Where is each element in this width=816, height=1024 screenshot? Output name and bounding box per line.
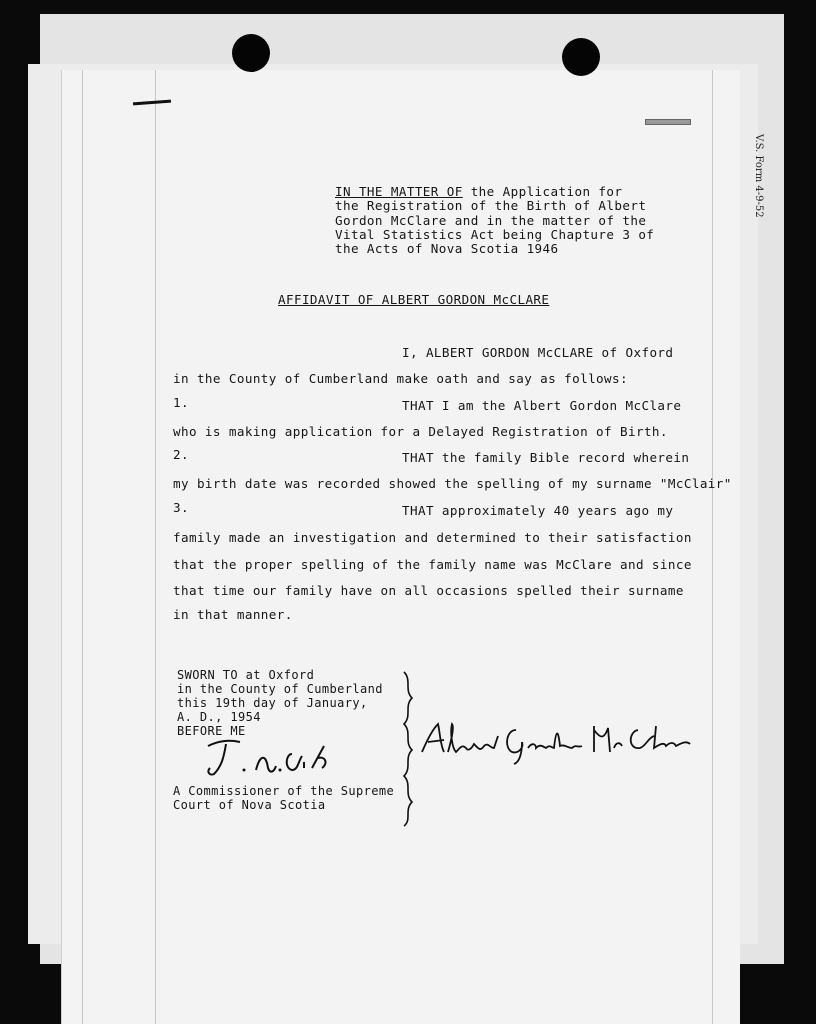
heading-line-2: the Registration of the Birth of Albert [335, 198, 647, 213]
paragraph-3-line-4: that time our family have on all occasions spelled their surname [173, 583, 684, 598]
heading-line-1-rest: the Application for [462, 184, 623, 199]
form-number: V.S. Form 4-9-52 [753, 134, 764, 218]
body-intro-1: I, ALBERT GORDON McCLARE of Oxford [402, 345, 674, 360]
heading-line-4: Vital Statistics Act being Chapture 3 of [335, 227, 655, 242]
body-intro-2: in the County of Cumberland make oath and say as follows: [173, 371, 628, 386]
stamp-mark [645, 119, 691, 125]
jurat-line-4: A. D., 1954 [177, 710, 261, 724]
jurat-line-2: in the County of Cumberland [177, 682, 383, 696]
paragraph-number: 3. [173, 500, 189, 515]
heading-prefix: IN THE MATTER OF [335, 184, 463, 199]
paragraph-3-line-2: family made an investigation and determined to their satisfaction [173, 530, 692, 545]
jurat-line-5: BEFORE ME [177, 724, 246, 738]
paragraph-number: 2. [173, 447, 189, 462]
deponent-signature [418, 718, 698, 768]
paragraph-3-line-1: THAT approximately 40 years ago my [402, 503, 674, 518]
heading-line-5: the Acts of Nova Scotia 1946 [335, 241, 559, 256]
faint-bleed-through [110, 960, 710, 1020]
paragraph-1-line-1: THAT I am the Albert Gordon McClare [402, 398, 682, 413]
margin-rule [82, 70, 83, 1024]
punch-hole [562, 38, 600, 76]
heading-line-3: Gordon McClare and in the matter of the [335, 213, 647, 228]
affidavit-title: AFFIDAVIT OF ALBERT GORDON McCLARE [278, 292, 550, 307]
paragraph-2-line-1: THAT the family Bible record wherein [402, 450, 690, 465]
margin-rule [155, 70, 156, 1024]
paragraph-1-line-2: who is making application for a Delayed Registration of Birth. [173, 424, 668, 439]
commissioner-title-2: Court of Nova Scotia [173, 798, 326, 812]
margin-rule [712, 70, 713, 1024]
paragraph-number: 1. [173, 395, 189, 410]
paragraph-3-line-5: in that manner. [173, 607, 293, 622]
jurat-line-3: this 19th day of January, [177, 696, 368, 710]
commissioner-title-1: A Commissioner of the Supreme [173, 784, 395, 798]
jurat-line-1: SWORN TO at Oxford [177, 668, 315, 682]
commissioner-signature [200, 732, 350, 782]
paragraph-2-line-2: my birth date was recorded showed the spelling of my surname "McClair" [173, 476, 732, 491]
punch-hole [232, 34, 270, 72]
paragraph-3-line-3: that the proper spelling of the family name was McClare and since [173, 557, 692, 572]
jurat-brace [400, 670, 420, 828]
heading-line-1 [335, 186, 622, 199]
